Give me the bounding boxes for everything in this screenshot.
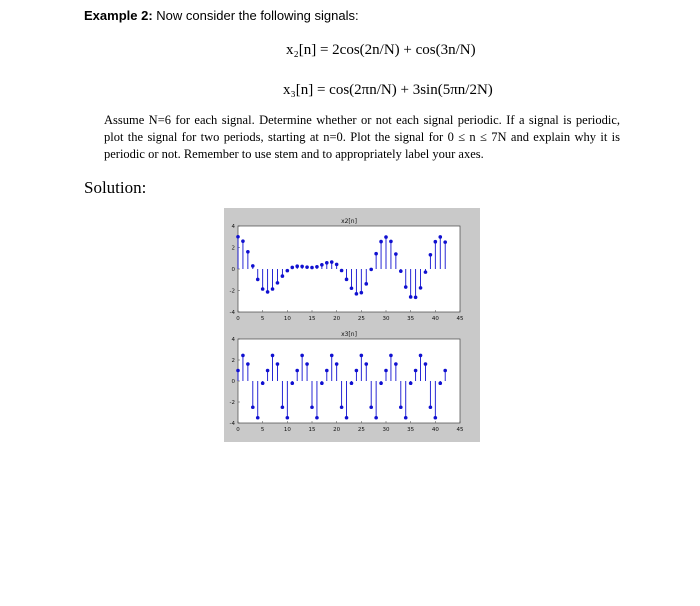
x-tick-label: 40 [431, 427, 439, 433]
stem-marker [369, 405, 373, 409]
x-tick-label: 10 [283, 316, 291, 322]
stem-marker [256, 416, 260, 420]
y-tick-label: 2 [231, 245, 235, 252]
equation-x2: x₂[n] = 2cos(2n/N) + cos(3n/N) [286, 42, 476, 58]
axes-box-1 [238, 226, 460, 312]
stem-marker [414, 295, 418, 299]
stem-marker [434, 416, 438, 420]
stem-marker [434, 240, 438, 244]
stem-marker [290, 381, 294, 385]
stem-marker [429, 405, 433, 409]
stem-marker [276, 362, 280, 366]
stem-marker [246, 250, 250, 254]
stem-marker [389, 240, 393, 244]
stem-marker [364, 362, 368, 366]
stem-marker [266, 369, 270, 373]
stem-marker [345, 416, 349, 420]
example-label: Example 2: [84, 8, 153, 23]
stem-plots [224, 208, 480, 442]
figure-window [224, 208, 480, 442]
stem-marker [315, 416, 319, 420]
x-tick-label: 10 [283, 427, 291, 433]
stem-marker [355, 369, 359, 373]
stem-marker [290, 266, 294, 270]
stem-marker [424, 270, 428, 274]
x-tick-label: 35 [407, 316, 415, 322]
stem-marker [295, 264, 299, 268]
axes-box-2 [238, 339, 460, 423]
stem-marker [355, 292, 359, 296]
stem-marker [281, 274, 285, 278]
stem-marker [305, 265, 309, 269]
stem-marker [394, 252, 398, 256]
plot-title-2: x3[n] [341, 331, 357, 338]
stem-marker [286, 416, 290, 420]
y-tick-label: 2 [231, 358, 235, 364]
x-tick-label: 20 [333, 427, 341, 433]
stem-marker [310, 266, 314, 270]
stem-marker [315, 265, 319, 269]
stem-marker [404, 285, 408, 289]
stem-marker [424, 362, 428, 366]
equation-x3: x₃[n] = cos(2πn/N) + 3sin(5πn/2N) [283, 82, 493, 98]
stem-marker [241, 239, 245, 243]
stem-marker [360, 354, 364, 358]
stem-marker [443, 240, 447, 244]
stem-marker [438, 381, 442, 385]
stem-marker [276, 281, 280, 285]
stem-marker [295, 369, 299, 373]
stem-marker [335, 263, 339, 267]
y-tick-label: 4 [231, 224, 235, 230]
x-tick-label: 45 [456, 427, 464, 433]
x-tick-label: 35 [407, 427, 415, 433]
plot-title-1: x2[n] [341, 218, 357, 225]
stem-marker [350, 381, 354, 385]
stem-marker [330, 354, 334, 358]
stem-marker [236, 235, 240, 239]
stem-marker [256, 278, 260, 282]
stem-marker [345, 278, 349, 282]
y-tick-label: 0 [231, 267, 235, 273]
stem-marker [409, 295, 413, 299]
stem-marker [399, 269, 403, 273]
stem-marker [300, 265, 304, 269]
stem-marker [409, 381, 413, 385]
stem-marker [330, 260, 334, 264]
stem-marker [325, 369, 329, 373]
stem-marker [300, 354, 304, 358]
stem-marker [419, 286, 423, 290]
stem-marker [251, 405, 255, 409]
stem-marker [374, 416, 378, 420]
stem-marker [261, 381, 265, 385]
stem-marker [271, 354, 275, 358]
stem-marker [340, 405, 344, 409]
y-tick-label: 0 [231, 379, 235, 385]
example-heading [84, 8, 359, 23]
stem-marker [281, 405, 285, 409]
stem-marker [399, 405, 403, 409]
stem-marker [404, 416, 408, 420]
y-tick-label: -2 [229, 400, 235, 406]
stem-marker [340, 269, 344, 273]
stem-marker [364, 282, 368, 286]
stem-marker [266, 290, 270, 294]
x-tick-label: 30 [382, 427, 390, 433]
stem-marker [443, 369, 447, 373]
stem-marker [389, 354, 393, 358]
y-tick-label: -4 [229, 310, 235, 316]
x-tick-label: 5 [260, 316, 265, 322]
stem-marker [236, 369, 240, 373]
stem-marker [394, 362, 398, 366]
stem-marker [310, 405, 314, 409]
stem-marker [325, 261, 329, 265]
x-tick-label: 45 [456, 316, 464, 322]
x-tick-label: 30 [382, 316, 390, 322]
y-tick-label: 4 [231, 337, 235, 343]
stem-marker [241, 354, 245, 358]
stem-marker [384, 235, 388, 239]
stem-marker [419, 354, 423, 358]
stem-marker [384, 369, 388, 373]
x-tick-label: 40 [431, 316, 439, 322]
x-tick-label: 5 [260, 427, 265, 433]
x-tick-label: 25 [357, 316, 365, 322]
stem-marker [305, 362, 309, 366]
stem-marker [261, 287, 265, 291]
stem-marker [246, 362, 250, 366]
stem-marker [320, 381, 324, 385]
stem-marker [438, 235, 442, 239]
stem-marker [360, 291, 364, 295]
y-tick-label: -4 [229, 421, 235, 427]
stem-marker [379, 240, 383, 244]
stem-marker [350, 286, 354, 290]
stem-marker [429, 253, 433, 257]
stem-marker [414, 369, 418, 373]
stem-marker [271, 287, 275, 291]
x-tick-label: 25 [357, 427, 365, 433]
y-tick-label: -2 [229, 288, 235, 295]
problem-paragraph: Assume N=6 for each signal. Determine whether or not each signal periodic. If a signal is periodic, plot the signal for two periods, starting at n=0. Plot the signal for 0 ≤ n ≤ 7N and explain why it is periodic or not. Remember to use stem and to appropriately label your axes. [104, 113, 620, 161]
solution-label: Solution: [84, 178, 147, 197]
stem-marker [369, 268, 373, 272]
x-tick-label: 20 [333, 316, 341, 322]
stem-marker [335, 362, 339, 366]
x-tick-label: 15 [308, 427, 316, 433]
stem-marker [379, 381, 383, 385]
x-tick-label: 0 [236, 427, 240, 433]
stem-marker [286, 269, 290, 273]
stem-marker [251, 264, 255, 268]
stem-marker [320, 263, 324, 267]
x-tick-label: 15 [308, 316, 316, 322]
example-text: Now consider the following signals: [152, 8, 359, 23]
x-tick-label: 0 [236, 316, 240, 322]
stem-marker [374, 252, 378, 256]
